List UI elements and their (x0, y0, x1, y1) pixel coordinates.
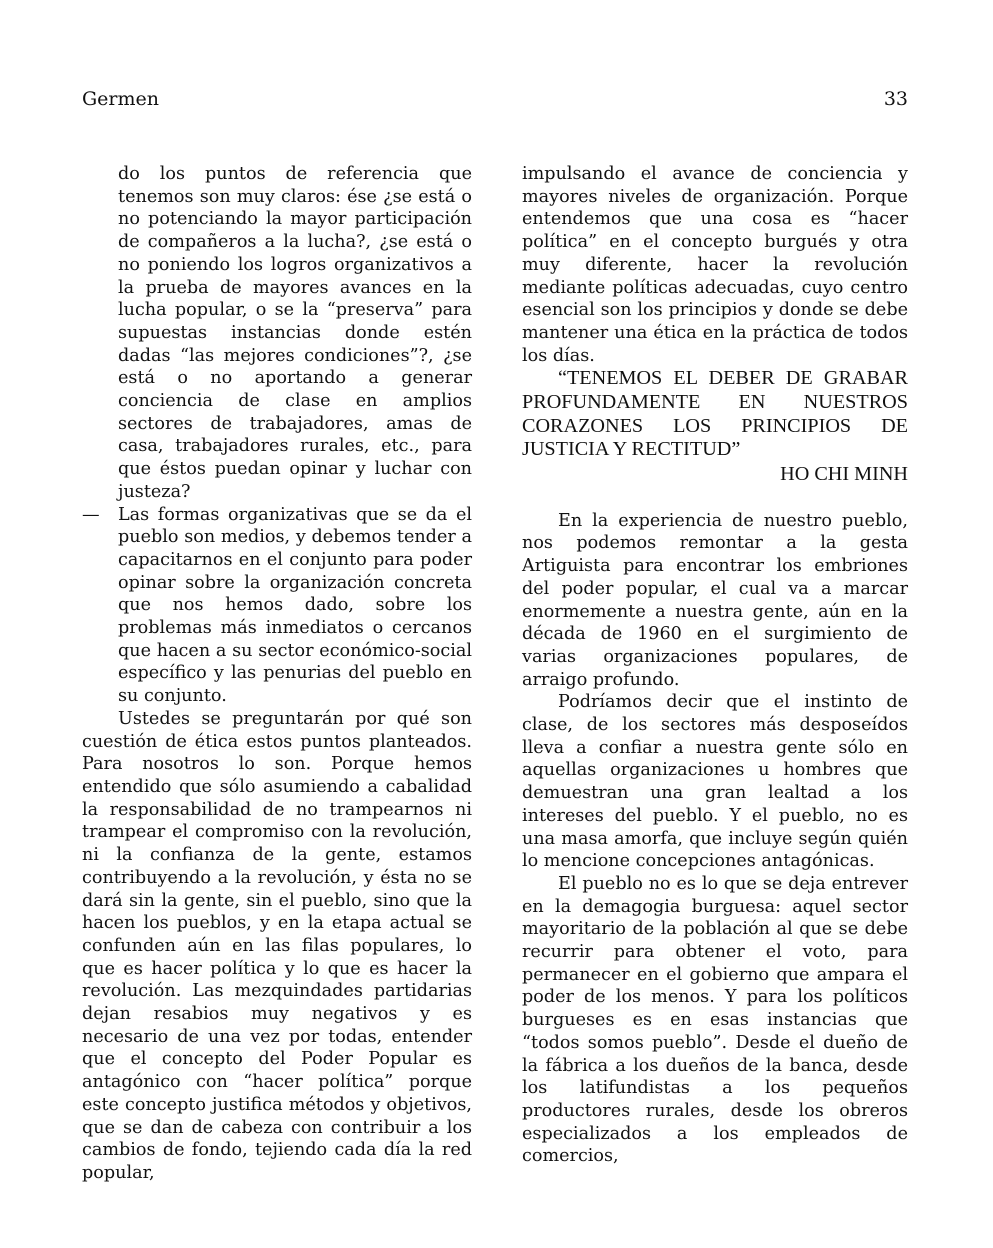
running-title: Germen (82, 88, 160, 110)
paragraph-class-instinct: Podríamos decir que el instinto de clase, de los sectores más desposeídos lleva a confiar a nuestra gente sólo en aquellas organizaciones u hombres que demuestran una gran lealtad a los intereses del pueblo. Y el pueblo, no es una masa amorfa, que incluye según quién lo mencione concepciones antagónicas. (522, 692, 908, 872)
left-column (82, 163, 472, 1185)
page-header (82, 88, 908, 118)
dash-list-item (82, 504, 472, 708)
page-number: 33 (883, 88, 908, 110)
paragraph-experience: En la experiencia de nuestro pueblo, nos podemos remontar a la gesta Artiguista para encontrar los embriones del poder popular, el cual va a marcar enormemente a nuestra gente, aún en la década de 1960 en el surgimiento de varias organizaciones populares, de arraigo profundo. (522, 510, 908, 690)
paragraph-ethics: Ustedes se preguntarán por qué son cuestión de ética estos puntos planteados. Para nosotros lo son. Porque hemos entendido que sólo asumiendo a cabalidad la responsabilidad de no trampearnos ni trampear el compromiso con la revolución, ni la confianza de la gente, estamos contribuyendo a la revolución, y ésta no se dará sin la gente, sin el pueblo, sino que la hacen los pueblos, y en la etapa actual se confunden aún en las filas populares, lo que es hacer política y lo que es hacer la revolución. Las mezquindades partidarias dejan resabios muy negativos y es necesario de una vez por todas, entender que el concepto del Poder Popular es antagónico con “hacer política” porque este concepto justifica métodos y objetivos, que se dan de cabeza con contribuir a los cambios de fondo, tejiendo cada día la red popular, (82, 708, 472, 1183)
epigraph-quote: “TENEMOS EL DEBER DE GRABAR PROFUNDAMENTE EN NUESTROS CORAZONES LOS PRINCIPIOS DE JUSTICIA Y RECTITUD” (522, 367, 908, 461)
paragraph-continued: do los puntos de referencia que tenemos son muy claros: ése ¿se está o no potenciando la mayor participación de compañeros a la lucha?, ¿se está o no poniendo los logros organizativos a la prueba de mayores avances en la lucha popular, o se la “preserva” para supuestas instancias donde estén dadas “las mejores condiciones”?, ¿se está o no aportando a generar conciencia de clase en amplios sectores de trabajadores, amas de casa, trabajadores rurales, etc., para que éstos puedan opinar y luchar con justeza? (118, 164, 472, 502)
paragraph-organizational-forms: Las formas organizativas que se da el pueblo son medios, y debemos tender a capacitarnos en el conjunto para poder opinar sobre la organización concreta que nos hemos dado, sobre los problemas más inmediatos o cercanos que hacen a su sector económico-social específico y las penurias del pueblo en su conjunto. (118, 504, 472, 707)
quote-attribution: HO CHI MINH (780, 462, 908, 485)
right-column (522, 163, 908, 1168)
paragraph-continued-right: impulsando el avance de conciencia y mayores niveles de organización. Porque entendemos que una cosa es “hacer política” en el concepto burgués y otra muy diferente, hacer la revolución mediante políticas adecuadas, cuyo centro esencial son los principios y donde se debe mantener una ética en la práctica de todos los días. (522, 164, 908, 366)
dash-marker: — (82, 504, 100, 525)
paragraph-people: El pueblo no es lo que se deja entrever en la demagogia burguesa: aquel sector mayoritario de la población al que se debe recurrir para obtener el voto, para permanecer en el gobierno que ampara el poder de los menos. Y para los políticos burgueses es en esas instancias que “todos somos pueblo”. Desde el dueño de la fábrica a los dueños de la banca, desde los latifundistas a los pequeños productores rurales, desde los obreros especializados a los empleados de comercios, (522, 873, 908, 1167)
section-spacer (522, 486, 908, 510)
